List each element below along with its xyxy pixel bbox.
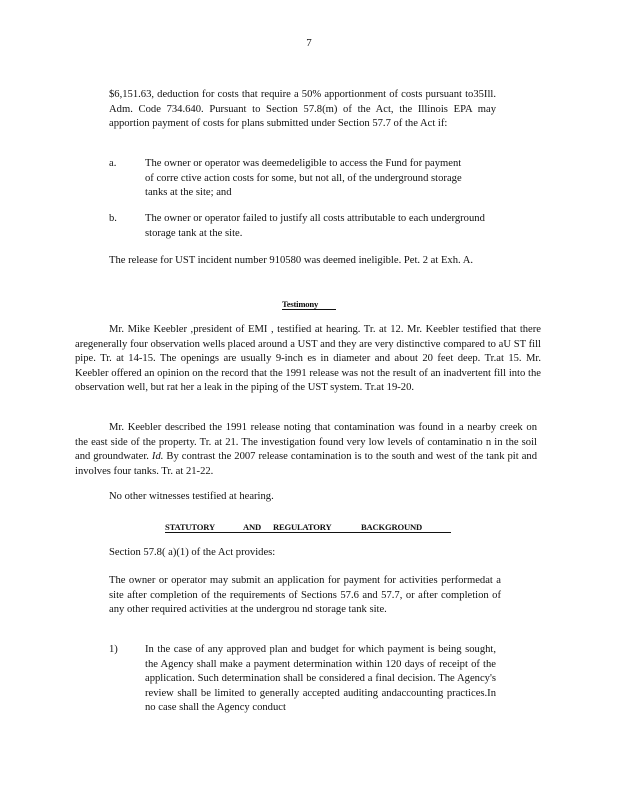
quote-item-label: 1) [109, 644, 118, 655]
quote-item-text: In the case of any approved plan and budget for which payment is being sought, the Agency shall make a payment determination within 120 days of receipt of the application. Such determination shall be considered a final decision. The Agency's review shall be limited to generally accepted auditing andaccounting practices.In no case shall the Agency conduct [145, 644, 496, 714]
background-heading-word-2: AND [243, 522, 262, 532]
list-item-a-label: a. [109, 158, 117, 169]
background-heading-word-4: BACKGROUND [361, 522, 423, 532]
list-item-a-text: The owner or operator was deemedeligible to access the Fund for payment of corre ctive action costs for some, but not all, of the underground storage tanks at the site; and [145, 158, 462, 199]
testimony-paragraph-1: Mr. Mike Keebler ,president of EMI , testified at hearing. Tr. at 12. Mr. Keebler testified that there aregenerally four observation wells placed around a UST and they are very distinctive compared to aU ST fill pipe. Tr. at 14-15. The openings are usually 9-inch es in diameter and about 20 feet deep. Tr.at 15. Mr. Keebler offered an opinion on the record that the 1991 release was not the result of an inadvertent fill into the observation well, but rat her a leak in the piping of the UST system. Tr.at 19-20. [75, 324, 541, 394]
list-item-b-label: b. [109, 213, 117, 224]
testimony-paragraph-2-part-b: By contrast the 2007 release contamination is to the south and west of the tank pit and involves four tanks. Tr. at 21-22. [75, 451, 537, 477]
intro-paragraph: $6,151.63, deduction for costs that require a 50% apportionment of costs pursuant to35Ill. Adm. Code 734.640. Pursuant to Section 57.8(m) of the Act, the Illinois EPA may apportion payment of costs for plans submitted under Section 57.7 of the Act if: [109, 89, 496, 130]
no-witnesses-paragraph: No other witnesses testified at hearing. [109, 491, 274, 502]
testimony-paragraph-2 [75, 421, 537, 479]
page-number: 7 [306, 37, 312, 49]
testimony-paragraph-2-part-a: Mr. Keebler described the 1991 release noting that contamination was found in a nearby creek on the east side of the property. Tr. at 21. The investigation found very low levels of contaminatio n in the soil and groundwater. [75, 422, 537, 463]
background-heading-word-3: REGULATORY [273, 522, 332, 532]
testimony-heading: Testimony [282, 299, 319, 309]
testimony-heading-underline [282, 309, 336, 310]
quote-paragraph: The owner or operator may submit an application for payment for activities performedat a site after completion of the requirements of Sections 57.6 and 57.7, or after completion of any other required activities at the undergrou nd storage tank site. [109, 575, 501, 616]
section-intro: Section 57.8( a)(1) of the Act provides: [109, 547, 276, 558]
id-citation: Id. [151, 451, 164, 463]
release-paragraph: The release for UST incident number 910580 was deemed ineligible. Pet. 2 at Exh. A. [109, 255, 474, 266]
background-heading-underline [165, 532, 451, 533]
background-heading-word-1: STATUTORY [165, 522, 215, 532]
list-item-b-text: The owner or operator failed to justify all costs attributable to each underground storage tank at the site. [145, 213, 485, 239]
